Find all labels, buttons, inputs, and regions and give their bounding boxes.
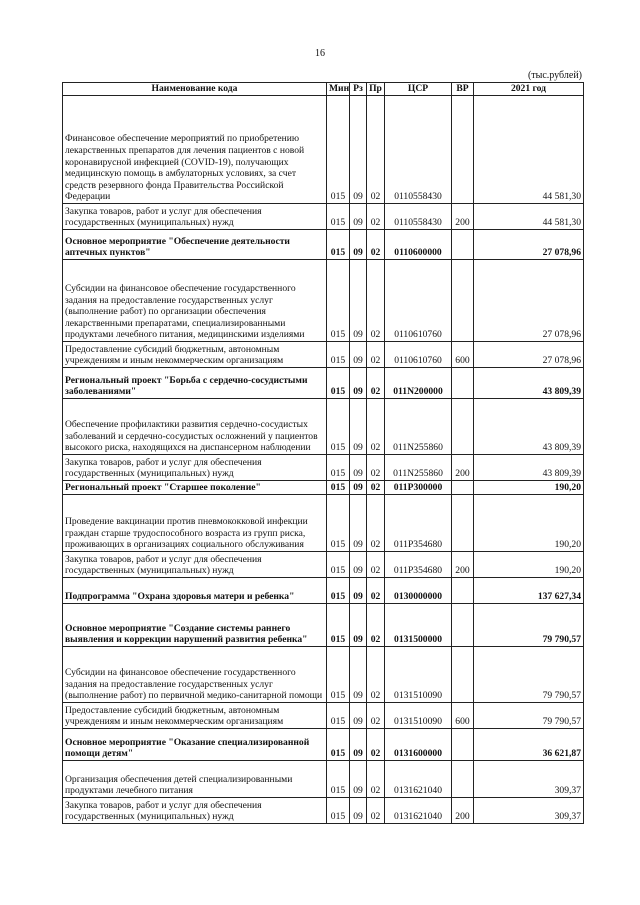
row-pr: 02 (367, 204, 385, 230)
row-csr: 0131600000 (385, 729, 452, 761)
row-name: Субсидии на финансовое обеспечение государственного задания на предоставление государственных услуг (выполнение работ) по первичной медико-санитарной помощи (63, 647, 327, 703)
header-vr: ВР (452, 83, 474, 96)
row-min: 015 (327, 481, 350, 495)
row-amount: 27 078,96 (474, 260, 584, 342)
row-min: 015 (327, 552, 350, 578)
row-min: 015 (327, 647, 350, 703)
row-min: 015 (327, 495, 350, 552)
table-row (63, 578, 584, 604)
row-vr: 200 (452, 204, 474, 230)
row-pr: 02 (367, 647, 385, 703)
row-min: 015 (327, 204, 350, 230)
row-vr (452, 604, 474, 647)
row-min: 015 (327, 729, 350, 761)
budget-table (62, 82, 584, 824)
row-rz: 09 (350, 578, 367, 604)
row-amount: 79 790,57 (474, 703, 584, 729)
row-min: 015 (327, 399, 350, 455)
row-vr (452, 230, 474, 260)
row-rz: 09 (350, 703, 367, 729)
row-min: 015 (327, 342, 350, 368)
row-vr (452, 368, 474, 399)
row-csr: 0131500000 (385, 604, 452, 647)
row-name: Основное мероприятие "Обеспечение деятельности аптечных пунктов" (63, 230, 327, 260)
row-name: Закупка товаров, работ и услуг для обеспечения государственных (муниципальных) нужд (63, 455, 327, 481)
row-min: 015 (327, 230, 350, 260)
row-csr: 0131510090 (385, 647, 452, 703)
row-name: Основное мероприятие "Оказание специализированной помощи детям" (63, 729, 327, 761)
table-row (63, 260, 584, 342)
row-csr: 0131621040 (385, 761, 452, 798)
row-csr: 011P354680 (385, 495, 452, 552)
table-row (63, 729, 584, 761)
header-name: Наименование кода (63, 83, 327, 96)
row-name: Основное мероприятие "Создание системы раннего выявления и коррекции нарушений развития ребенка" (63, 604, 327, 647)
row-rz: 09 (350, 399, 367, 455)
row-vr: 600 (452, 342, 474, 368)
row-amount: 190,20 (474, 552, 584, 578)
row-vr: 200 (452, 798, 474, 824)
table-row (63, 368, 584, 399)
row-amount: 43 809,39 (474, 368, 584, 399)
row-csr: 0110558430 (385, 204, 452, 230)
table-row (63, 481, 584, 495)
row-vr (452, 399, 474, 455)
row-pr: 02 (367, 481, 385, 495)
row-name: Закупка товаров, работ и услуг для обеспечения государственных (муниципальных) нужд (63, 552, 327, 578)
row-amount: 309,37 (474, 761, 584, 798)
table-body (63, 96, 584, 824)
row-vr: 600 (452, 703, 474, 729)
row-rz: 09 (350, 230, 367, 260)
row-vr (452, 578, 474, 604)
row-csr: 011N255860 (385, 399, 452, 455)
row-csr: 0130000000 (385, 578, 452, 604)
row-pr: 02 (367, 260, 385, 342)
table-row (63, 798, 584, 824)
row-pr: 02 (367, 761, 385, 798)
row-pr: 02 (367, 455, 385, 481)
row-rz: 09 (350, 481, 367, 495)
row-min: 015 (327, 703, 350, 729)
row-vr (452, 729, 474, 761)
row-amount: 190,20 (474, 495, 584, 552)
row-rz: 09 (350, 761, 367, 798)
table-row (63, 455, 584, 481)
unit-note: (тыс.рублей) (527, 70, 582, 81)
row-csr: 011P354680 (385, 552, 452, 578)
row-rz: 09 (350, 342, 367, 368)
row-pr: 02 (367, 578, 385, 604)
table-row (63, 552, 584, 578)
table-row (63, 96, 584, 204)
row-min: 015 (327, 260, 350, 342)
row-name: Субсидии на финансовое обеспечение государственного задания на предоставление государственных услуг (выполнение работ) по организации обеспечения лекарственными препаратами, специализированными продуктами лечебного питания, медицинскими изделиями (63, 260, 327, 342)
row-vr: 200 (452, 552, 474, 578)
row-vr: 200 (452, 455, 474, 481)
row-csr: 0110610760 (385, 260, 452, 342)
row-csr: 011N200000 (385, 368, 452, 399)
row-name: Предоставление субсидий бюджетным, автономным учреждениям и иным некоммерческим организациям (63, 342, 327, 368)
row-vr (452, 96, 474, 204)
row-pr: 02 (367, 399, 385, 455)
table-row (63, 204, 584, 230)
row-amount: 79 790,57 (474, 647, 584, 703)
row-rz: 09 (350, 204, 367, 230)
row-name: Обеспечение профилактики развития сердечно-сосудистых заболеваний и сердечно-сосудистых осложнений у пациентов высокого риска, находящихся на диспансерном наблюдении (63, 399, 327, 455)
row-pr: 02 (367, 798, 385, 824)
row-rz: 09 (350, 647, 367, 703)
row-vr (452, 761, 474, 798)
row-pr: 02 (367, 368, 385, 399)
table-row (63, 495, 584, 552)
row-rz: 09 (350, 495, 367, 552)
row-amount: 44 581,30 (474, 96, 584, 204)
row-rz: 09 (350, 260, 367, 342)
row-name: Закупка товаров, работ и услуг для обеспечения государственных (муниципальных) нужд (63, 204, 327, 230)
table-row (63, 761, 584, 798)
row-pr: 02 (367, 495, 385, 552)
row-pr: 02 (367, 342, 385, 368)
row-csr: 011P300000 (385, 481, 452, 495)
row-amount: 137 627,34 (474, 578, 584, 604)
row-pr: 02 (367, 96, 385, 204)
table-row (63, 703, 584, 729)
row-pr: 02 (367, 552, 385, 578)
row-amount: 79 790,57 (474, 604, 584, 647)
row-name: Финансовое обеспечение мероприятий по приобретению лекарственных препаратов для лечения пациентов с новой коронавирусной инфекцией (COVID-19), получающих медицинскую помощь в амбулаторных условиях, за счет средств резервного фонда Правительства Российской Федерации (63, 96, 327, 204)
row-pr: 02 (367, 230, 385, 260)
row-rz: 09 (350, 798, 367, 824)
row-min: 015 (327, 761, 350, 798)
table-row (63, 399, 584, 455)
row-csr: 0131510090 (385, 703, 452, 729)
row-vr (452, 481, 474, 495)
row-name: Предоставление субсидий бюджетным, автономным учреждениям и иным некоммерческим организациям (63, 703, 327, 729)
row-amount: 27 078,96 (474, 342, 584, 368)
row-name: Организация обеспечения детей специализированными продуктами лечебного питания (63, 761, 327, 798)
row-rz: 09 (350, 368, 367, 399)
table-row (63, 604, 584, 647)
table-row (63, 342, 584, 368)
row-rz: 09 (350, 552, 367, 578)
table-row (63, 230, 584, 260)
row-csr: 011N255860 (385, 455, 452, 481)
row-amount: 309,37 (474, 798, 584, 824)
header-pr: Пр (367, 83, 385, 96)
header-min: Мин (327, 83, 350, 96)
row-rz: 09 (350, 729, 367, 761)
table-header-row (63, 83, 584, 96)
row-amount: 43 809,39 (474, 399, 584, 455)
row-rz: 09 (350, 455, 367, 481)
row-vr (452, 495, 474, 552)
row-pr: 02 (367, 729, 385, 761)
row-min: 015 (327, 604, 350, 647)
row-name: Региональный проект "Борьба с сердечно-сосудистыми заболеваниями" (63, 368, 327, 399)
row-rz: 09 (350, 96, 367, 204)
header-rz: Рз (350, 83, 367, 96)
row-name: Подпрограмма "Охрана здоровья матери и ребенка" (63, 578, 327, 604)
row-csr: 0131621040 (385, 798, 452, 824)
row-min: 015 (327, 455, 350, 481)
header-csr: ЦСР (385, 83, 452, 96)
row-name: Закупка товаров, работ и услуг для обеспечения государственных (муниципальных) нужд (63, 798, 327, 824)
header-year: 2021 год (474, 83, 584, 96)
row-csr: 0110610760 (385, 342, 452, 368)
row-amount: 44 581,30 (474, 204, 584, 230)
row-amount: 190,20 (474, 481, 584, 495)
row-min: 015 (327, 96, 350, 204)
row-pr: 02 (367, 703, 385, 729)
row-rz: 09 (350, 604, 367, 647)
row-amount: 43 809,39 (474, 455, 584, 481)
row-pr: 02 (367, 604, 385, 647)
row-vr (452, 260, 474, 342)
row-name: Проведение вакцинации против пневмококковой инфекции граждан старше трудоспособного возраста из групп риска, проживающих в организациях социального обслуживания (63, 495, 327, 552)
row-amount: 27 078,96 (474, 230, 584, 260)
row-csr: 0110558430 (385, 96, 452, 204)
row-vr (452, 647, 474, 703)
row-min: 015 (327, 578, 350, 604)
row-min: 015 (327, 368, 350, 399)
table-row (63, 647, 584, 703)
row-name: Региональный проект "Старшее поколение" (63, 481, 327, 495)
row-min: 015 (327, 798, 350, 824)
row-csr: 0110600000 (385, 230, 452, 260)
page-number: 16 (315, 48, 325, 59)
row-amount: 36 621,87 (474, 729, 584, 761)
